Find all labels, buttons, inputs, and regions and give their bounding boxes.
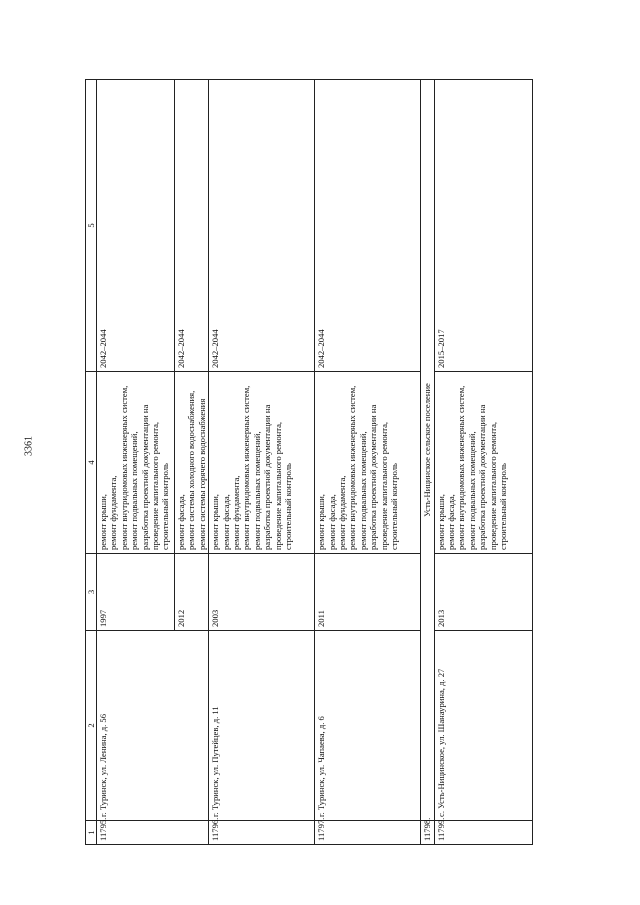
work-item: ремонт крыши, <box>210 494 221 550</box>
build-year: 1997 <box>97 554 175 631</box>
repair-period: 2042–2044 <box>315 80 421 372</box>
work-item: ремонт фасада, <box>326 494 337 550</box>
table-row <box>434 80 532 845</box>
work-item: ремонт подвальных помещений, <box>466 431 477 550</box>
work-item: ремонт крыши, <box>435 494 446 550</box>
work-item: ремонт системы горячего водоснабжения <box>196 398 207 550</box>
work-item: ремонт крыши, <box>316 494 327 550</box>
house-address: г. Туринск, ул. Чапаева, д. 6 <box>315 631 421 821</box>
column-header: 3 <box>86 554 97 631</box>
row-number: 11796. <box>209 821 315 845</box>
column-header: 1 <box>86 821 97 845</box>
house-address: г. Туринск, ул. Ленина, д. 56 <box>97 631 209 821</box>
build-year: 2012 <box>175 554 209 631</box>
work-item: ремонт внутридомовых инженерных систем, <box>241 385 252 550</box>
work-item: строительный контроль <box>389 463 400 550</box>
rotated-table-container <box>85 80 535 845</box>
work-item: проведение капитального ремонта, <box>272 421 283 550</box>
work-item: строительный контроль <box>498 463 509 550</box>
build-year: 2003 <box>209 554 315 631</box>
work-item: разработка проектной документации на <box>262 404 273 550</box>
table-row <box>315 80 421 845</box>
work-item: ремонт фасада, <box>446 494 457 550</box>
row-number: 11799. <box>434 821 532 845</box>
work-item: разработка проектной документации на <box>139 404 150 550</box>
work-item: ремонт фундамента, <box>337 475 348 550</box>
row-number: 11798. <box>421 821 434 845</box>
work-item: ремонт системы холодного водоснабжения, <box>186 390 197 550</box>
work-item: ремонт фундамента, <box>231 475 242 550</box>
column-header: 5 <box>86 80 97 372</box>
work-item: ремонт фасада, <box>220 494 231 550</box>
work-item: ремонт подвальных помещений, <box>251 431 262 550</box>
works-list <box>434 372 532 554</box>
repair-schedule-table <box>85 79 533 845</box>
house-address: с. Усть-Ницинское, ул. Шанаурина, д. 27 <box>434 631 532 821</box>
work-item: разработка проектной документации на <box>477 404 488 550</box>
work-item: ремонт внутридомовых инженерных систем, <box>118 385 129 550</box>
table-row <box>209 80 315 845</box>
work-item: ремонт подвальных помещений, <box>357 431 368 550</box>
repair-period: 2042–2044 <box>97 80 175 372</box>
repair-period: 2015–2017 <box>434 80 532 372</box>
build-year: 2011 <box>315 554 421 631</box>
column-header: 2 <box>86 631 97 821</box>
settlement-row <box>421 80 434 845</box>
work-item: ремонт крыши, <box>98 494 108 550</box>
work-item: проведение капитального ремонта, <box>378 421 389 550</box>
column-header: 4 <box>86 372 97 554</box>
works-list <box>97 372 175 554</box>
work-item: ремонт фасада, <box>176 494 186 550</box>
work-item: ремонт фундамента, <box>108 475 119 550</box>
row-number: 11795. <box>97 821 209 845</box>
row-number: 11797. <box>315 821 421 845</box>
settlement-name: Усть-Ницинское сельское поселение <box>421 80 434 821</box>
work-item: разработка проектной документации на <box>368 404 379 550</box>
table-row <box>97 80 175 845</box>
house-address: г. Туринск, ул. Путейцев, д. 11 <box>209 631 315 821</box>
work-item: строительный контроль <box>160 463 171 550</box>
work-item: ремонт внутридомовых инженерных систем, <box>456 385 467 550</box>
works-list <box>315 372 421 554</box>
works-list <box>209 372 315 554</box>
page-number: 3361 <box>23 436 35 456</box>
work-item: ремонт внутридомовых инженерных систем, <box>347 385 358 550</box>
build-year: 2013 <box>434 554 532 631</box>
work-item: ремонт подвальных помещений, <box>129 431 140 550</box>
work-item: строительный контроль <box>283 463 294 550</box>
repair-period: 2042–2044 <box>175 80 209 372</box>
work-item: проведение капитального ремонта, <box>150 421 161 550</box>
header-row <box>86 80 97 845</box>
work-item: проведение капитального ремонта, <box>487 421 498 550</box>
repair-period: 2042–2044 <box>209 80 315 372</box>
works-list <box>175 372 209 554</box>
